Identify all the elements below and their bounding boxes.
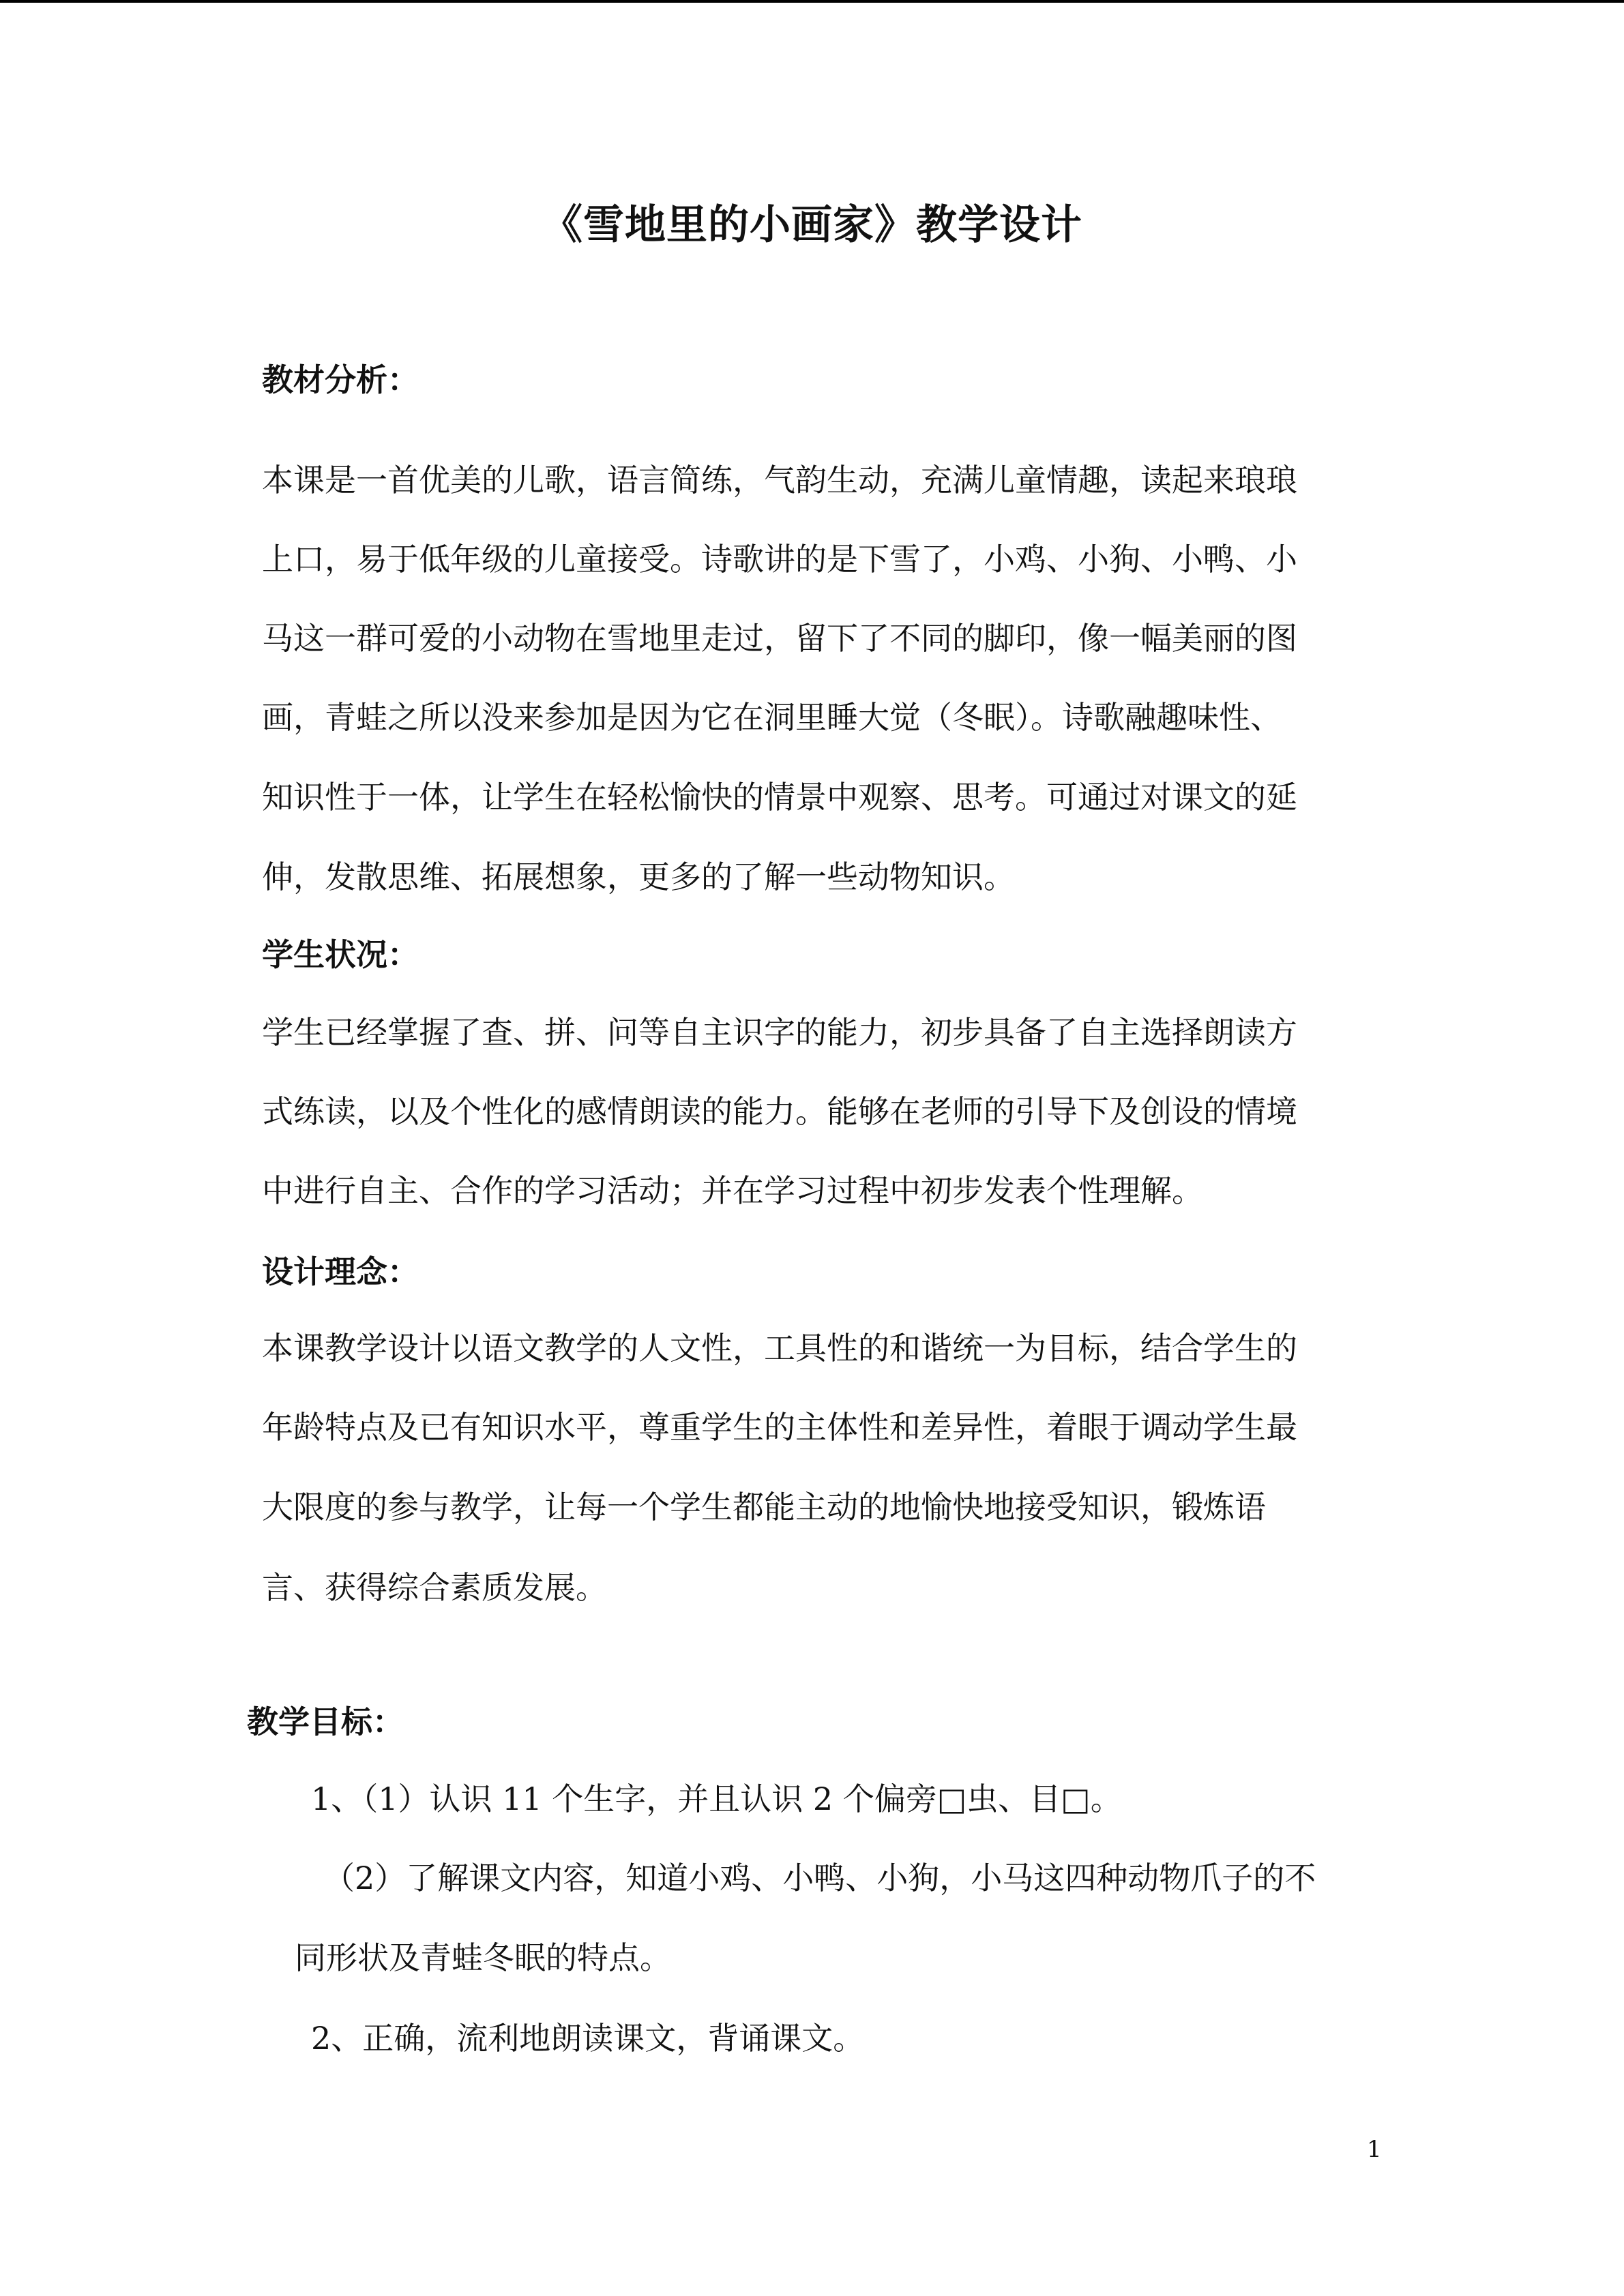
paragraph-line: 大限度的参与教学，让每一个学生都能主动的地愉快地接受知识，锻炼语 bbox=[262, 1489, 1266, 1525]
goal-item: 1、（1）认识 11 个生字，并且认识 2 个偏旁□虫、目□。 bbox=[311, 1780, 1122, 1817]
paragraph-line: 知识性于一体，让学生在轻松愉快的情景中观察、思考。可通过对课文的延 bbox=[262, 779, 1297, 816]
paragraph-line: 中进行自主、合作的学习活动；并在学习过程中初步发表个性理解。 bbox=[262, 1172, 1203, 1209]
paragraph-line: 本课教学设计以语文教学的人文性，工具性的和谐统一为目标，结合学生的 bbox=[262, 1330, 1297, 1367]
paragraph-line: 年龄特点及已有知识水平，尊重学生的主体性和差异性，着眼于调动学生最 bbox=[262, 1409, 1297, 1446]
document-title: 《雪地里的小画家》教学设计 bbox=[542, 201, 1082, 249]
goal-item: （2）了解课文内容，知道小鸡、小鸭、小狗，小马这四种动物爪子的不 bbox=[323, 1860, 1316, 1896]
paragraph-line: 言、获得综合素质发展。 bbox=[262, 1569, 607, 1606]
paragraph-line: 画，青蛙之所以没来参加是因为它在洞里睡大觉（冬眠）。诗歌融趣味性、 bbox=[262, 699, 1282, 736]
goal-item: 2、正确，流利地朗读课文，背诵课文。 bbox=[311, 2020, 865, 2057]
paragraph-line: 式练读，以及个性化的感情朗读的能力。能够在老师的引导下及创设的情境 bbox=[262, 1093, 1297, 1130]
paragraph-line: 伸，发散思维、拓展想象，更多的了解一些动物知识。 bbox=[262, 859, 1015, 895]
top-border-rule bbox=[0, 0, 1624, 3]
paragraph-line: 上口，易于低年级的儿童接受。诗歌讲的是下雪了，小鸡、小狗、小鸭、小 bbox=[262, 541, 1297, 578]
paragraph-line: 马这一群可爱的小动物在雪地里走过，留下了不同的脚印，像一幅美丽的图 bbox=[262, 620, 1297, 657]
goal-item: 同形状及青蛙冬眠的特点。 bbox=[295, 1939, 671, 1976]
paragraph-line: 本课是一首优美的儿歌，语言简练，气韵生动，充满儿童情趣，读起来琅琅 bbox=[262, 462, 1297, 498]
section-heading-teaching-goals: 教学目标： bbox=[247, 1703, 404, 1740]
paragraph-line: 学生已经掌握了查、拼、问等自主识字的能力，初步具备了自主选择朗读方 bbox=[262, 1014, 1297, 1051]
section-heading-student-status: 学生状况： bbox=[262, 936, 419, 973]
section-heading-textbook-analysis: 教材分析： bbox=[262, 361, 419, 398]
section-heading-design-concept: 设计理念： bbox=[262, 1253, 419, 1290]
page-number: 1 bbox=[1367, 2136, 1382, 2163]
